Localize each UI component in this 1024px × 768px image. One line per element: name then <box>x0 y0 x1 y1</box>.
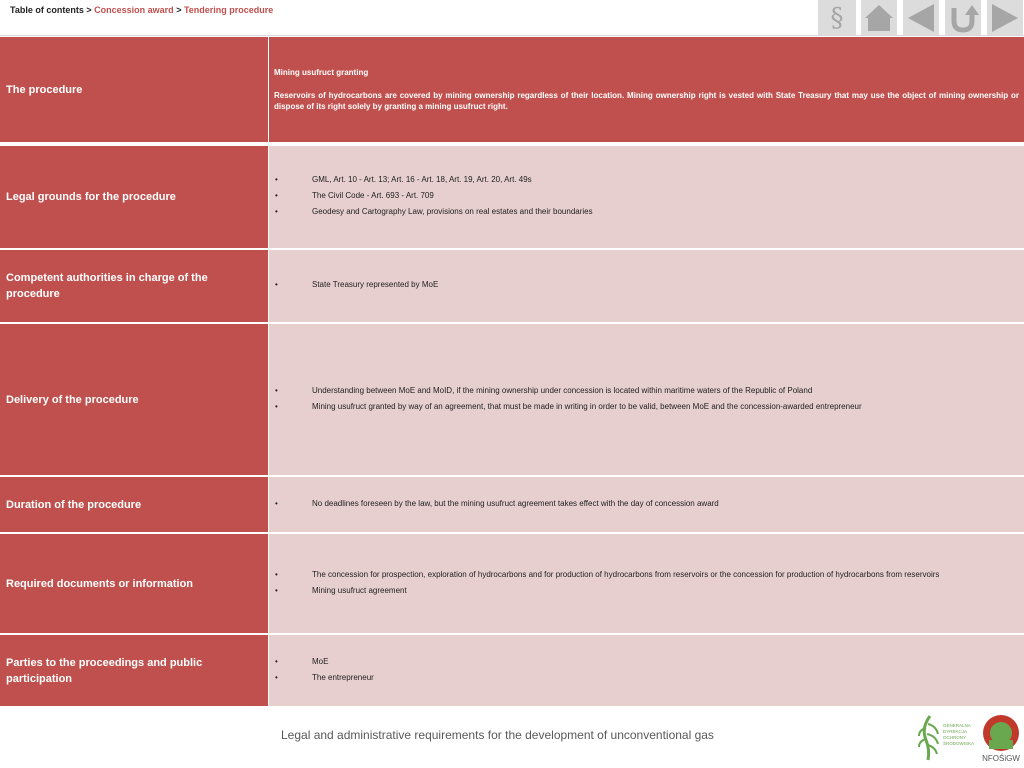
list-item: • Mining usufruct agreement <box>275 585 407 595</box>
procedure-title: Mining usufruct granting <box>274 68 369 77</box>
row-content <box>269 146 1024 248</box>
row-content <box>269 250 1024 322</box>
breadcrumb-separator: > <box>176 5 182 15</box>
svg-text:OCHRONY: OCHRONY <box>943 735 967 740</box>
row-label: The procedure <box>0 37 268 142</box>
nfosigw-logo <box>979 713 1023 763</box>
top-divider <box>0 35 1024 36</box>
list-item: • Geodesy and Cartography Law, provisions on real estates and their boundaries <box>275 207 593 216</box>
procedure-text: Reservoirs of hydrocarbons are covered by mining ownership regardless of their location. Mining ownership right is vested with State Treasury that may use the object of mining ownership or dispose of its right solely by granting a mining usufruct right. <box>274 91 1019 111</box>
breadcrumb-separator: > <box>86 5 92 15</box>
row-label: Delivery of the procedure <box>0 324 268 475</box>
list-item: • The Civil Code - Art. 693 - Art. 709 <box>275 191 434 200</box>
svg-text:DYREKCJA: DYREKCJA <box>943 729 968 734</box>
breadcrumb-concession-award[interactable]: Concession award <box>94 5 174 15</box>
back-button[interactable] <box>902 0 940 36</box>
list-item: • No deadlines foreseen by the law, but the mining usufruct agreement takes effect with the day of concession award <box>275 498 719 508</box>
list-item: • Understanding between MoE and MoID, if the mining ownership under concession is located within maritime waters of the Republic of Poland <box>275 385 813 395</box>
return-button[interactable] <box>944 0 982 36</box>
svg-text:ŚRODOWISKA: ŚRODOWISKA <box>943 741 975 746</box>
gdos-logo <box>916 714 975 762</box>
breadcrumb-root[interactable]: Table of contents <box>10 5 84 15</box>
footer-title: Legal and administrative requirements for the development of unconventional gas <box>281 728 714 742</box>
forward-arrow-icon <box>987 0 1023 36</box>
row-label: Required documents or information <box>0 534 268 633</box>
procedure-row <box>0 37 1024 142</box>
list-item: • State Treasury represented by MoE <box>275 280 439 289</box>
row-content <box>269 635 1024 706</box>
breadcrumb <box>10 5 273 15</box>
required-documents-row <box>0 534 1024 633</box>
duration-row <box>0 477 1024 532</box>
row-label: Legal grounds for the procedure <box>0 146 268 248</box>
return-icon <box>945 0 981 36</box>
row-label: Competent authorities in charge of the procedure <box>0 250 268 322</box>
row-label: Duration of the procedure <box>0 477 268 532</box>
competent-authorities-row <box>0 250 1024 322</box>
parties-row <box>0 635 1024 706</box>
list-item: • Mining usufruct granted by way of an agreement, that must be made in writing in order to be valid, between MoE and the concession-awarded entrepreneur <box>275 401 862 411</box>
list-item: • The entrepreneur <box>275 672 374 682</box>
section-icon: § <box>830 3 844 33</box>
home-button[interactable] <box>860 0 898 36</box>
row-content <box>269 477 1024 532</box>
svg-text:NFOŚiGW: NFOŚiGW <box>982 754 1020 763</box>
home-icon <box>861 0 897 36</box>
list-item: • MoE <box>275 656 329 666</box>
breadcrumb-tendering-procedure[interactable]: Tendering procedure <box>183 5 274 15</box>
top-bar <box>0 0 1024 36</box>
forward-button[interactable] <box>986 0 1024 36</box>
legal-grounds-row <box>0 146 1024 248</box>
row-label: Parties to the proceedings and public participation <box>0 635 268 706</box>
delivery-row <box>0 324 1024 475</box>
row-content <box>269 534 1024 633</box>
row-content <box>269 324 1024 475</box>
list-item: • The concession for prospection, exploration of hydrocarbons and for production of hydrocarbons from reservoirs or the concession for production of hydrocarbons from reservoirs <box>275 569 940 579</box>
svg-text:GENERALNA: GENERALNA <box>943 723 971 728</box>
section-button[interactable] <box>818 0 856 36</box>
back-arrow-icon <box>903 0 939 36</box>
list-item: • GML, Art. 10 - Art. 13; Art. 16 - Art. 18, Art. 19, Art. 20, Art. 49s <box>275 175 532 184</box>
procedure-description <box>269 37 1024 142</box>
